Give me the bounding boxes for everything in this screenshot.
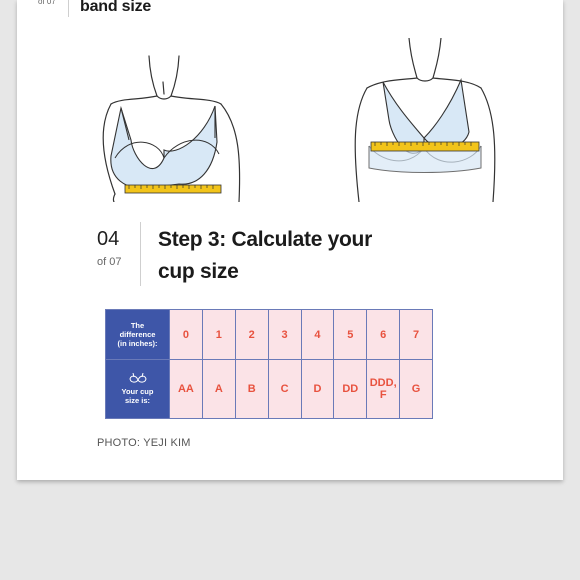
torso-bust-icon xyxy=(289,38,551,202)
article-card xyxy=(17,0,563,480)
difference-row xyxy=(106,310,433,360)
step-of-label: of 07 xyxy=(97,256,122,268)
bra-icon xyxy=(129,373,147,384)
step-title-line-2: cup size xyxy=(158,260,239,283)
cup-size-table xyxy=(105,309,433,419)
difference-cell: 7 xyxy=(400,310,433,360)
bust-measurement-illustration xyxy=(289,38,551,202)
photo-credit: PHOTO: YEJI KIM xyxy=(97,437,191,449)
cup-size-cell xyxy=(367,360,400,419)
cup-header-line-2: size is: xyxy=(124,396,150,406)
step-divider xyxy=(140,222,141,286)
difference-header-line-2: difference xyxy=(119,330,156,340)
previous-step-divider xyxy=(68,0,69,17)
step-title xyxy=(158,224,458,288)
cup-size-cell: C xyxy=(268,360,301,419)
difference-row-header xyxy=(106,310,170,360)
difference-cell: 6 xyxy=(367,310,400,360)
previous-step-title: band size xyxy=(80,0,152,15)
difference-cell: 3 xyxy=(268,310,301,360)
cup-size-cell: B xyxy=(235,360,268,419)
step-number: 04 xyxy=(97,228,120,250)
difference-header-line-3: (in inches): xyxy=(117,339,158,349)
step-title-line-1: Step 3: Calculate your xyxy=(158,228,372,251)
difference-cell: 2 xyxy=(235,310,268,360)
difference-cell: 1 xyxy=(202,310,235,360)
cup-size-row-header xyxy=(106,360,170,419)
torso-band-icon xyxy=(29,38,289,202)
cup-size-cell-line-2: F xyxy=(379,389,387,402)
difference-cell: 5 xyxy=(334,310,367,360)
previous-step-of-label: of 07 xyxy=(38,0,56,6)
difference-header-line-1: The xyxy=(130,321,145,331)
band-measurement-illustration xyxy=(29,38,289,202)
difference-cell: 4 xyxy=(301,310,334,360)
cup-header-line-1: Your cup xyxy=(121,387,154,397)
cup-size-cell: A xyxy=(202,360,235,419)
cup-size-cell: DD xyxy=(334,360,367,419)
cup-size-row xyxy=(106,360,433,419)
cup-size-cell: G xyxy=(400,360,433,419)
cup-size-cell: D xyxy=(301,360,334,419)
cup-size-cell: AA xyxy=(170,360,203,419)
difference-cell: 0 xyxy=(170,310,203,360)
cup-size-cell-line-1: DDD, xyxy=(369,377,397,390)
